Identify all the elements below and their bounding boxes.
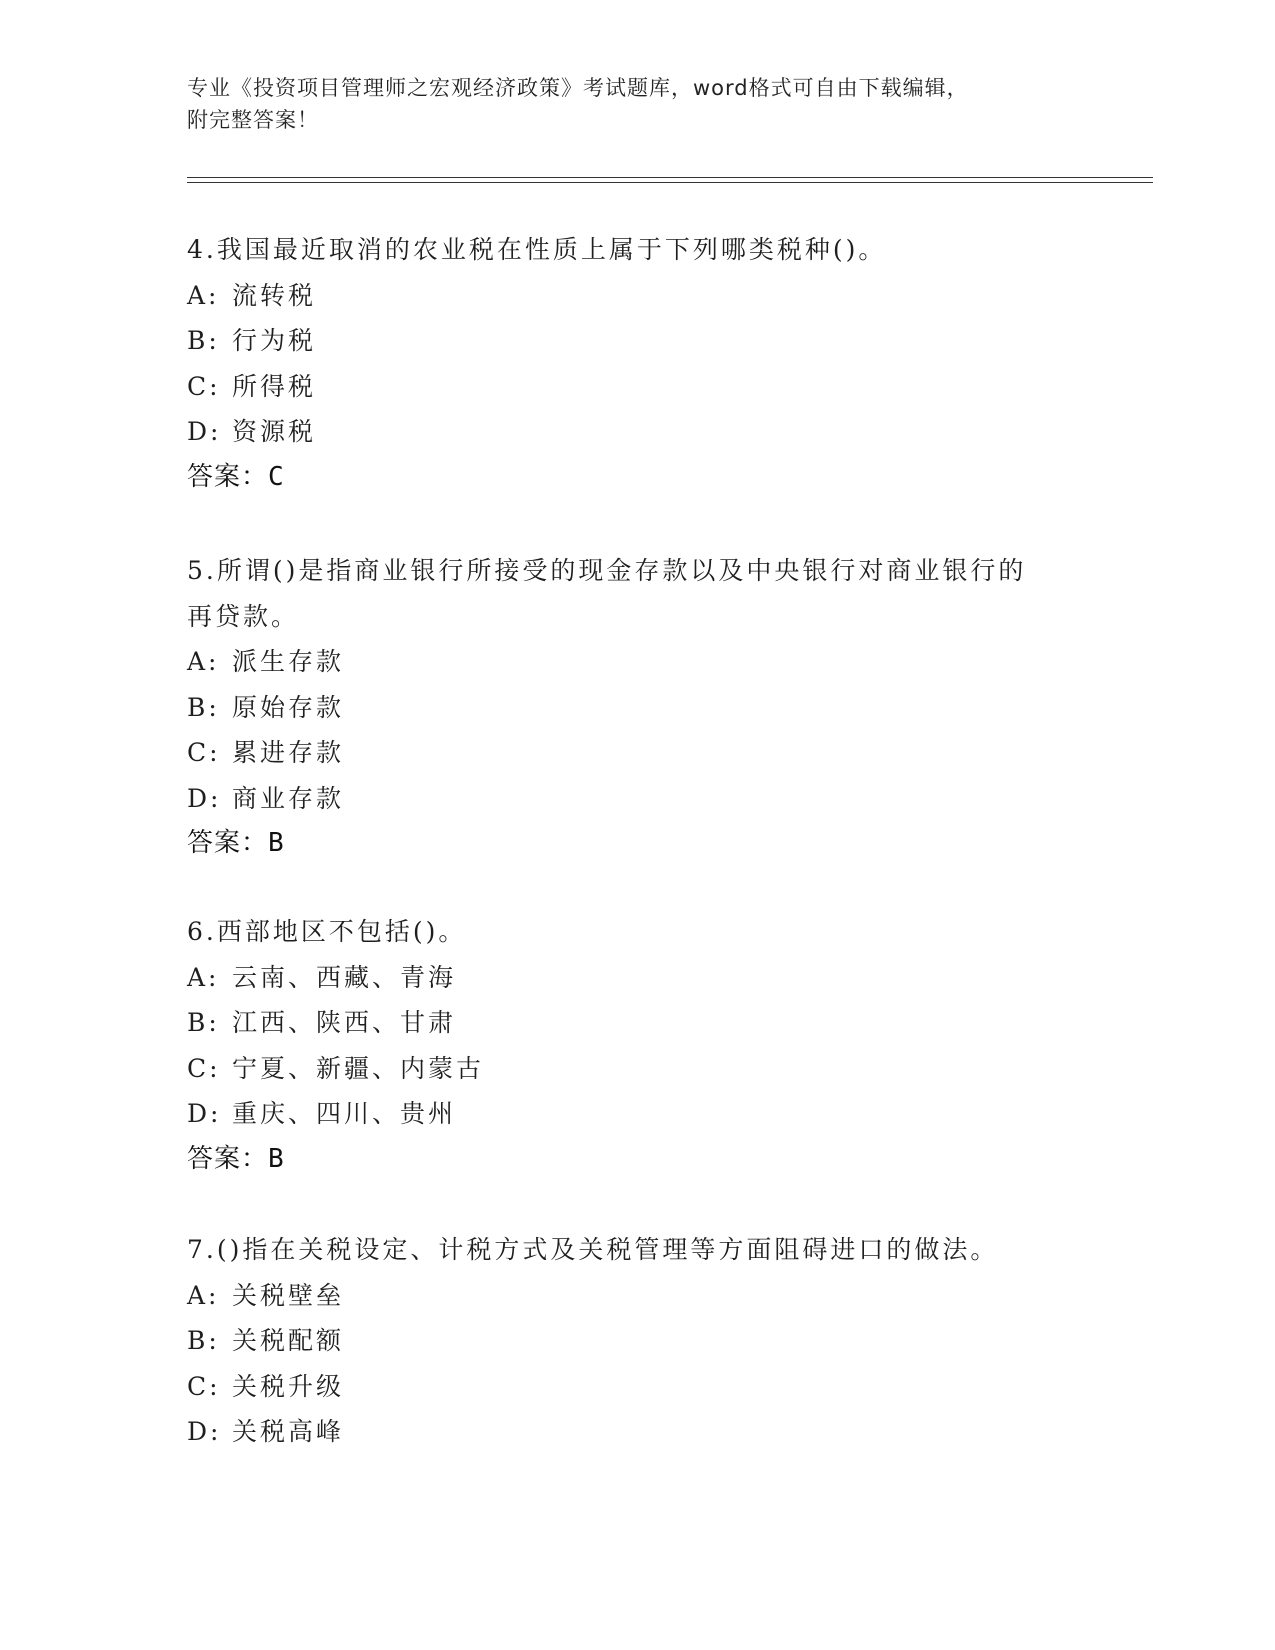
question-4 (187, 227, 1087, 500)
option-text: 关税配额 (232, 1326, 345, 1355)
option-text: 累进存款 (232, 738, 345, 767)
option-key: B: (187, 1008, 220, 1037)
option-b (187, 685, 1087, 731)
option-key: B: (187, 326, 220, 355)
option-key: D: (187, 783, 222, 813)
option-a (187, 1273, 1087, 1319)
option-text: 关税高峰 (232, 1417, 345, 1446)
option-text: 宁夏、新疆、内蒙古 (232, 1053, 485, 1083)
option-key: C: (187, 738, 221, 767)
option-text: 资源税 (232, 417, 317, 446)
question-stem: 5.所谓()是指商业银行所接受的现金存款以及中央银行对商业银行的 (187, 556, 1027, 585)
option-key: A: (187, 647, 220, 676)
option-text: 关税壁垒 (232, 1280, 345, 1310)
option-text: 关税升级 (232, 1371, 345, 1401)
question-7 (187, 1227, 1087, 1455)
option-b (187, 1318, 1087, 1364)
option-b (187, 318, 1087, 364)
option-text: 所得税 (232, 371, 317, 401)
option-key: A: (187, 962, 220, 992)
answer-value: B (268, 1143, 285, 1174)
header-divider-bottom (187, 182, 1153, 183)
header-line-1: 专业《投资项目管理师之宏观经济政策》考试题库，word格式可自由下载编辑， (187, 76, 969, 100)
option-key: B: (187, 1326, 220, 1355)
option-text: 原始存款 (232, 692, 345, 722)
option-b (187, 1000, 1087, 1046)
answer-line (187, 1137, 1087, 1183)
option-key: A: (187, 280, 220, 310)
option-a (187, 955, 1087, 1001)
option-text: 江西、陕西、甘肃 (232, 1008, 457, 1037)
option-key: C: (187, 371, 221, 401)
question-stem: 4.我国最近取消的农业税在性质上属于下列哪类税种()。 (187, 235, 887, 264)
header-line-2: 附完整答案！ (187, 108, 319, 132)
option-text: 派生存款 (232, 647, 345, 676)
option-d (187, 1409, 1087, 1455)
question-stem: 6.西部地区不包括()。 (187, 917, 467, 946)
option-key: D: (187, 1099, 222, 1128)
option-key: D: (187, 1417, 222, 1446)
question-5 (187, 548, 1087, 867)
option-c (187, 730, 1087, 776)
option-d (187, 776, 1087, 822)
option-d (187, 409, 1087, 455)
question-stem: 7.()指在关税设定、计税方式及关税管理等方面阻碍进口的做法。 (187, 1235, 999, 1264)
option-key: D: (187, 417, 222, 446)
option-key: B: (187, 692, 220, 722)
answer-value: C (268, 461, 285, 492)
answer-label: 答案： (187, 828, 269, 858)
option-text: 云南、西藏、青海 (232, 962, 457, 992)
option-key: C: (187, 1371, 221, 1401)
option-a (187, 273, 1087, 319)
document-header (187, 72, 1087, 136)
option-text: 流转税 (232, 280, 317, 310)
option-a (187, 639, 1087, 685)
option-text: 行为税 (232, 326, 317, 355)
question-stem-continued: 再贷款。 (187, 601, 300, 631)
option-c (187, 1046, 1087, 1092)
answer-line (187, 455, 1087, 501)
option-key: C: (187, 1053, 221, 1083)
option-c (187, 364, 1087, 410)
answer-line (187, 821, 1087, 867)
option-c (187, 1364, 1087, 1410)
question-6 (187, 909, 1087, 1182)
answer-value: B (268, 828, 285, 858)
option-d (187, 1091, 1087, 1137)
header-divider-top (187, 177, 1153, 178)
answer-label: 答案： (187, 1143, 269, 1174)
option-text: 商业存款 (232, 783, 345, 813)
option-text: 重庆、四川、贵州 (232, 1099, 457, 1128)
answer-label: 答案： (187, 461, 269, 492)
option-key: A: (187, 1280, 220, 1310)
